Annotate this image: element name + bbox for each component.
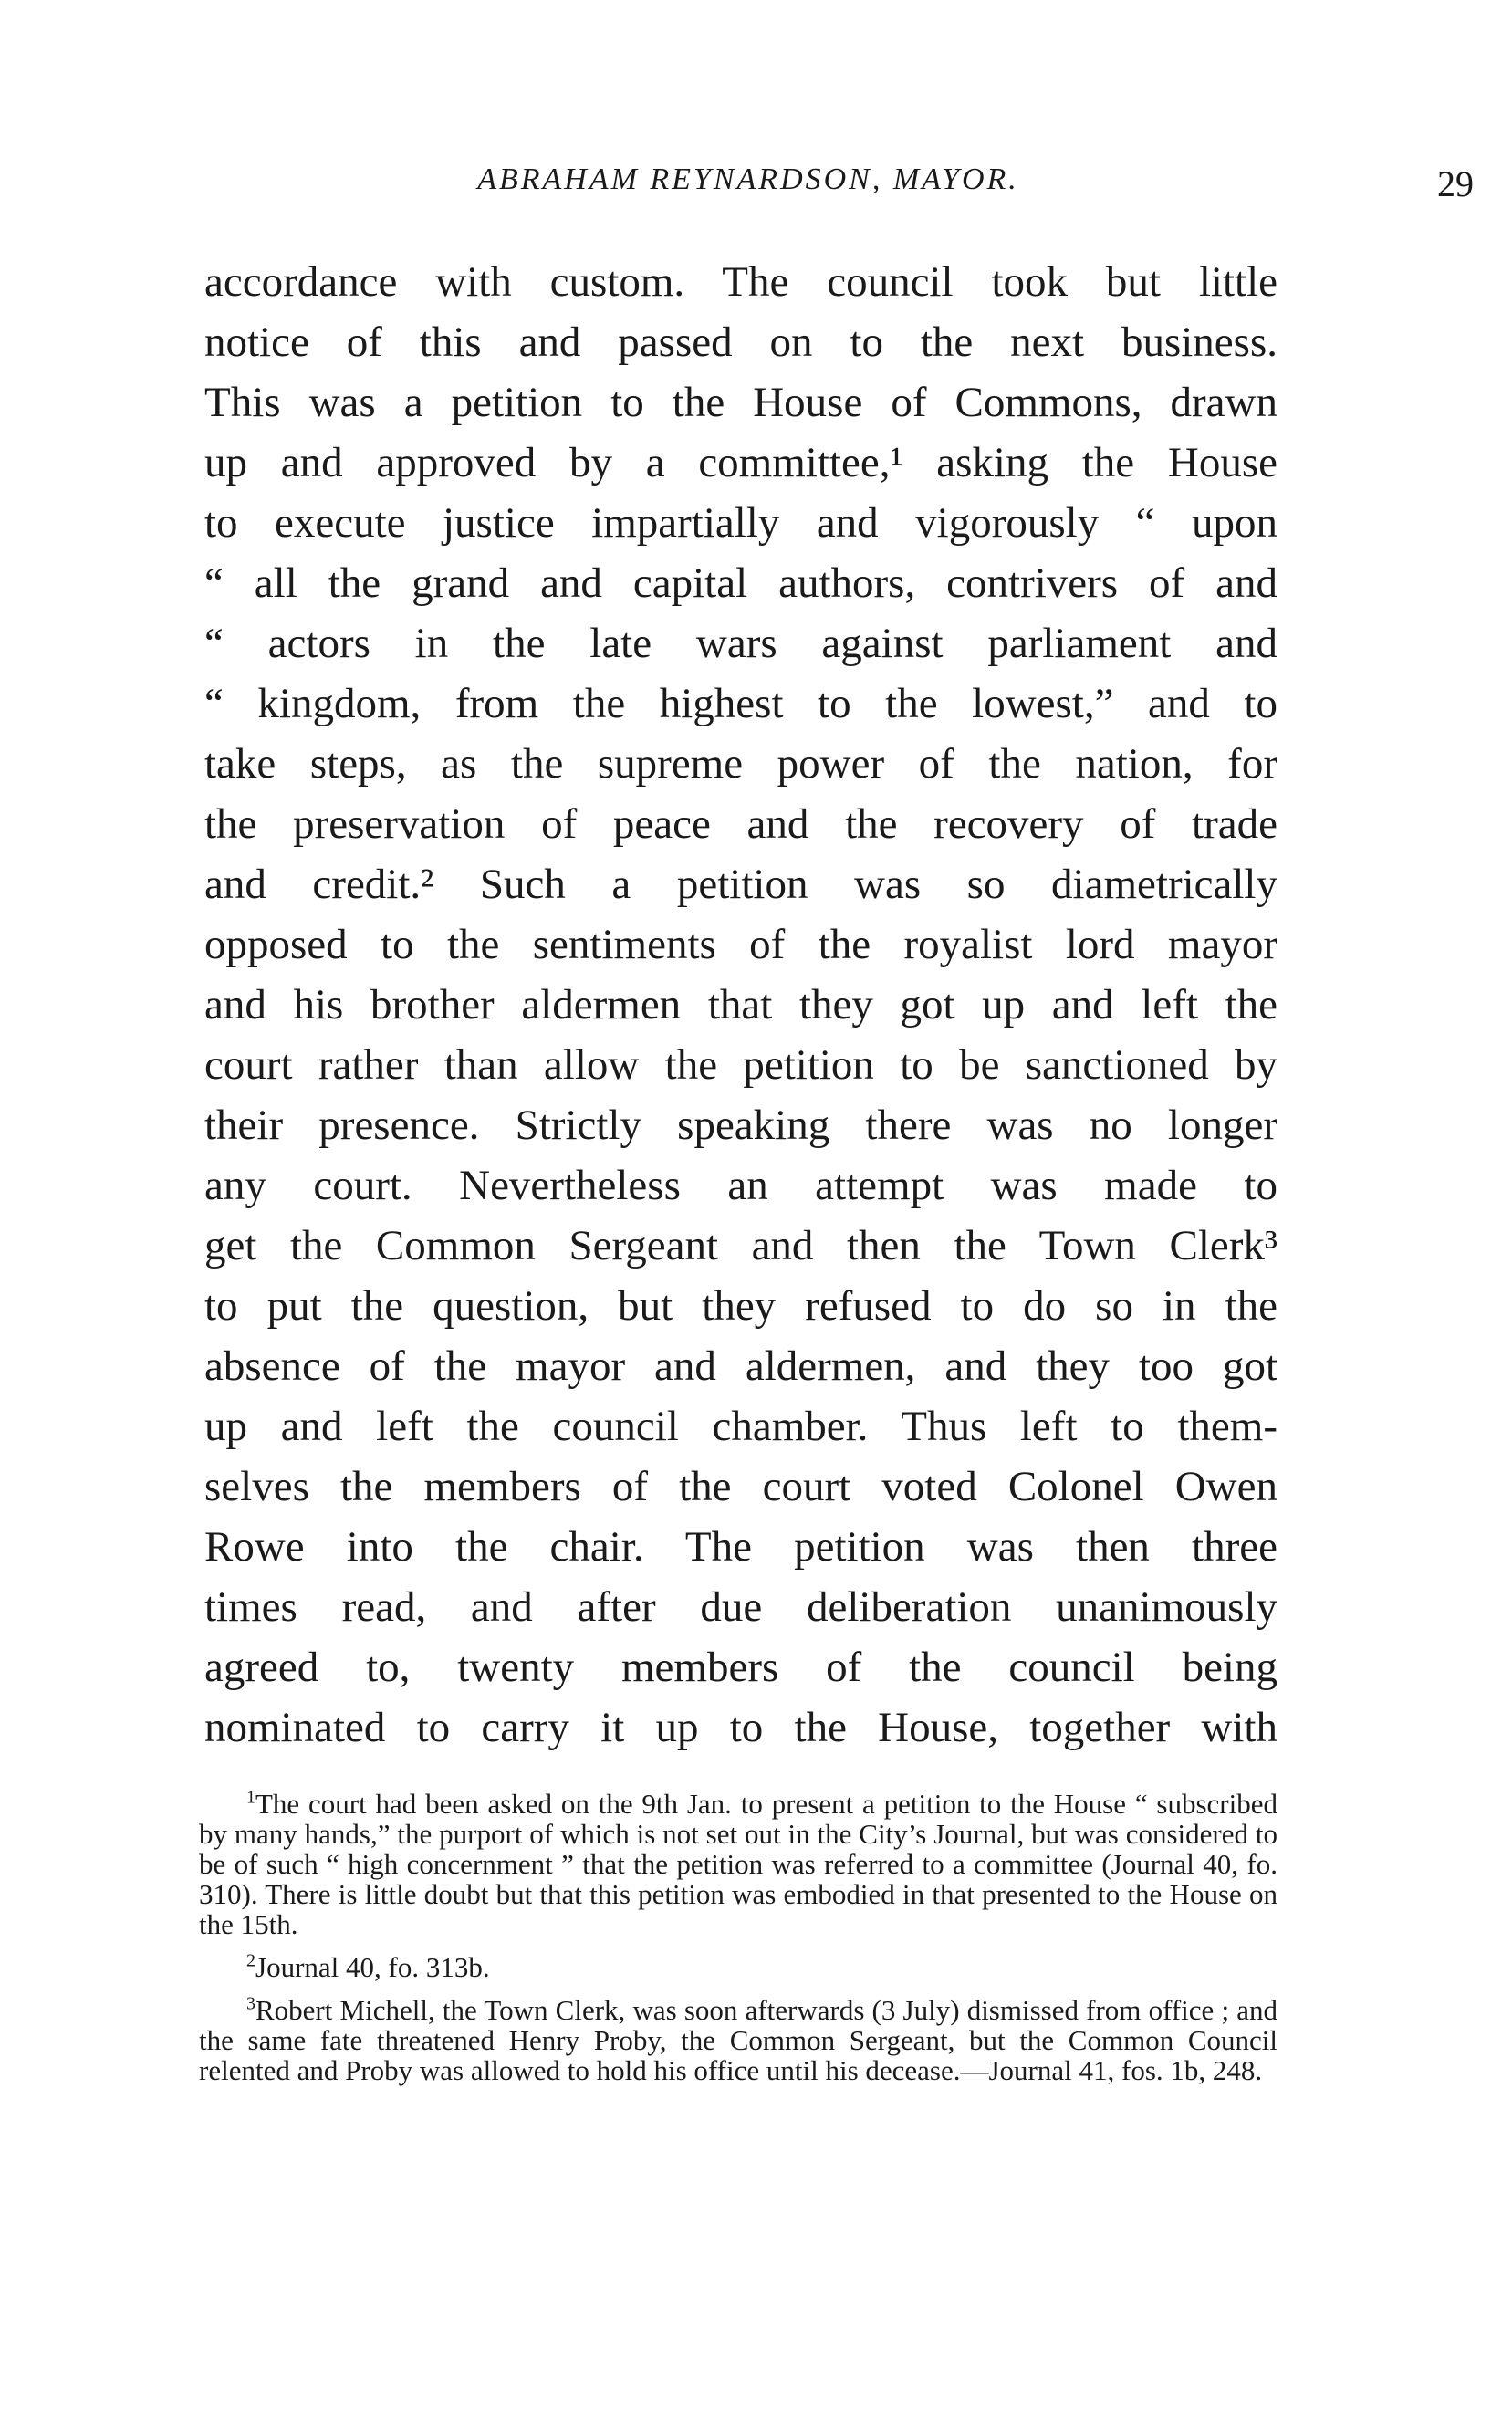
text-line: accordance with custom. The council took but little	[204, 258, 1277, 306]
running-title: ABRAHAM REYNARDSON, MAYOR.	[477, 162, 1019, 196]
text-line: and his brother aldermen that they got up and left the	[204, 981, 1277, 1028]
text-line: nominated to carry it up to the House, together with	[204, 1704, 1277, 1751]
text-line: get the Common Sergeant and then the Town Clerk³	[204, 1222, 1277, 1269]
body-text	[204, 252, 1277, 1758]
footnote-marker: 3	[246, 1993, 255, 2014]
text-line: “ all the grand and capital authors, contrivers of and	[204, 559, 1277, 607]
text-line: to execute justice impartially and vigorously “ upon	[204, 499, 1277, 547]
text-line: agreed to, twenty members of the council being	[204, 1644, 1277, 1691]
footnote	[199, 1995, 1277, 2085]
text-line: take steps, as the supreme power of the nation, for	[204, 740, 1277, 788]
footnote-text: The court had been asked on the 9th Jan. to present a petition to the House “ subscribed by many hands,” the purport of which is not set out in the City’s Journal, but was considered to be of such “ high concernment ” that the petition was referred to a committee (Journal 40, fo. 310). There is little doubt but that this petition was embodied in that presented to the House on the 15th.	[199, 1788, 1277, 1940]
text-line: “ kingdom, from the highest to the lowest,” and to	[204, 680, 1277, 727]
text-line: absence of the mayor and aldermen, and they too got	[204, 1342, 1277, 1390]
text-line: their presence. Strictly speaking there was no longer	[204, 1102, 1277, 1149]
footnotes	[199, 1789, 1277, 2098]
text-line: times read, and after due deliberation unanimously	[204, 1583, 1277, 1631]
footnote-text: Robert Michell, the Town Clerk, was soon afterwards (3 July) dismissed from office ; and the same fate threatened Henry Proby, the Common Sergeant, but the Common Council relented and Proby was allowed to hold his office until his decease.—Journal 41, fos. 1b, 248.	[199, 1994, 1277, 2086]
text-line: opposed to the sentiments of the royalist lord mayor	[204, 921, 1277, 968]
text-line: court rather than allow the petition to be sanctioned by	[204, 1041, 1277, 1089]
text-line: any court. Nevertheless an attempt was made to	[204, 1162, 1277, 1209]
text-line: selves the members of the court voted Colonel Owen	[204, 1463, 1277, 1510]
running-head	[210, 157, 1474, 204]
footnote-marker: 2	[246, 1950, 255, 1971]
page-number: 29	[1437, 163, 1474, 204]
text-line: “ actors in the late wars against parliament and	[204, 620, 1277, 667]
text-line: and credit.² Such a petition was so diametrically	[204, 861, 1277, 908]
text-line: Rowe into the chair. The petition was then three	[204, 1523, 1277, 1571]
footnote	[199, 1952, 1277, 1982]
text-line: notice of this and passed on to the next business.	[204, 318, 1277, 366]
footnote	[199, 1789, 1277, 1939]
text-line: up and approved by a committee,¹ asking the House	[204, 439, 1277, 486]
footnote-marker: 1	[246, 1787, 255, 1808]
text-line: This was a petition to the House of Commons, drawn	[204, 379, 1277, 426]
text-line: up and left the council chamber. Thus left to them-	[204, 1403, 1277, 1450]
text-line: the preservation of peace and the recovery of trade	[204, 800, 1277, 848]
footnote-text: Journal 40, fo. 313b.	[255, 1951, 490, 1983]
text-line: to put the question, but they refused to do so in the	[204, 1282, 1277, 1330]
